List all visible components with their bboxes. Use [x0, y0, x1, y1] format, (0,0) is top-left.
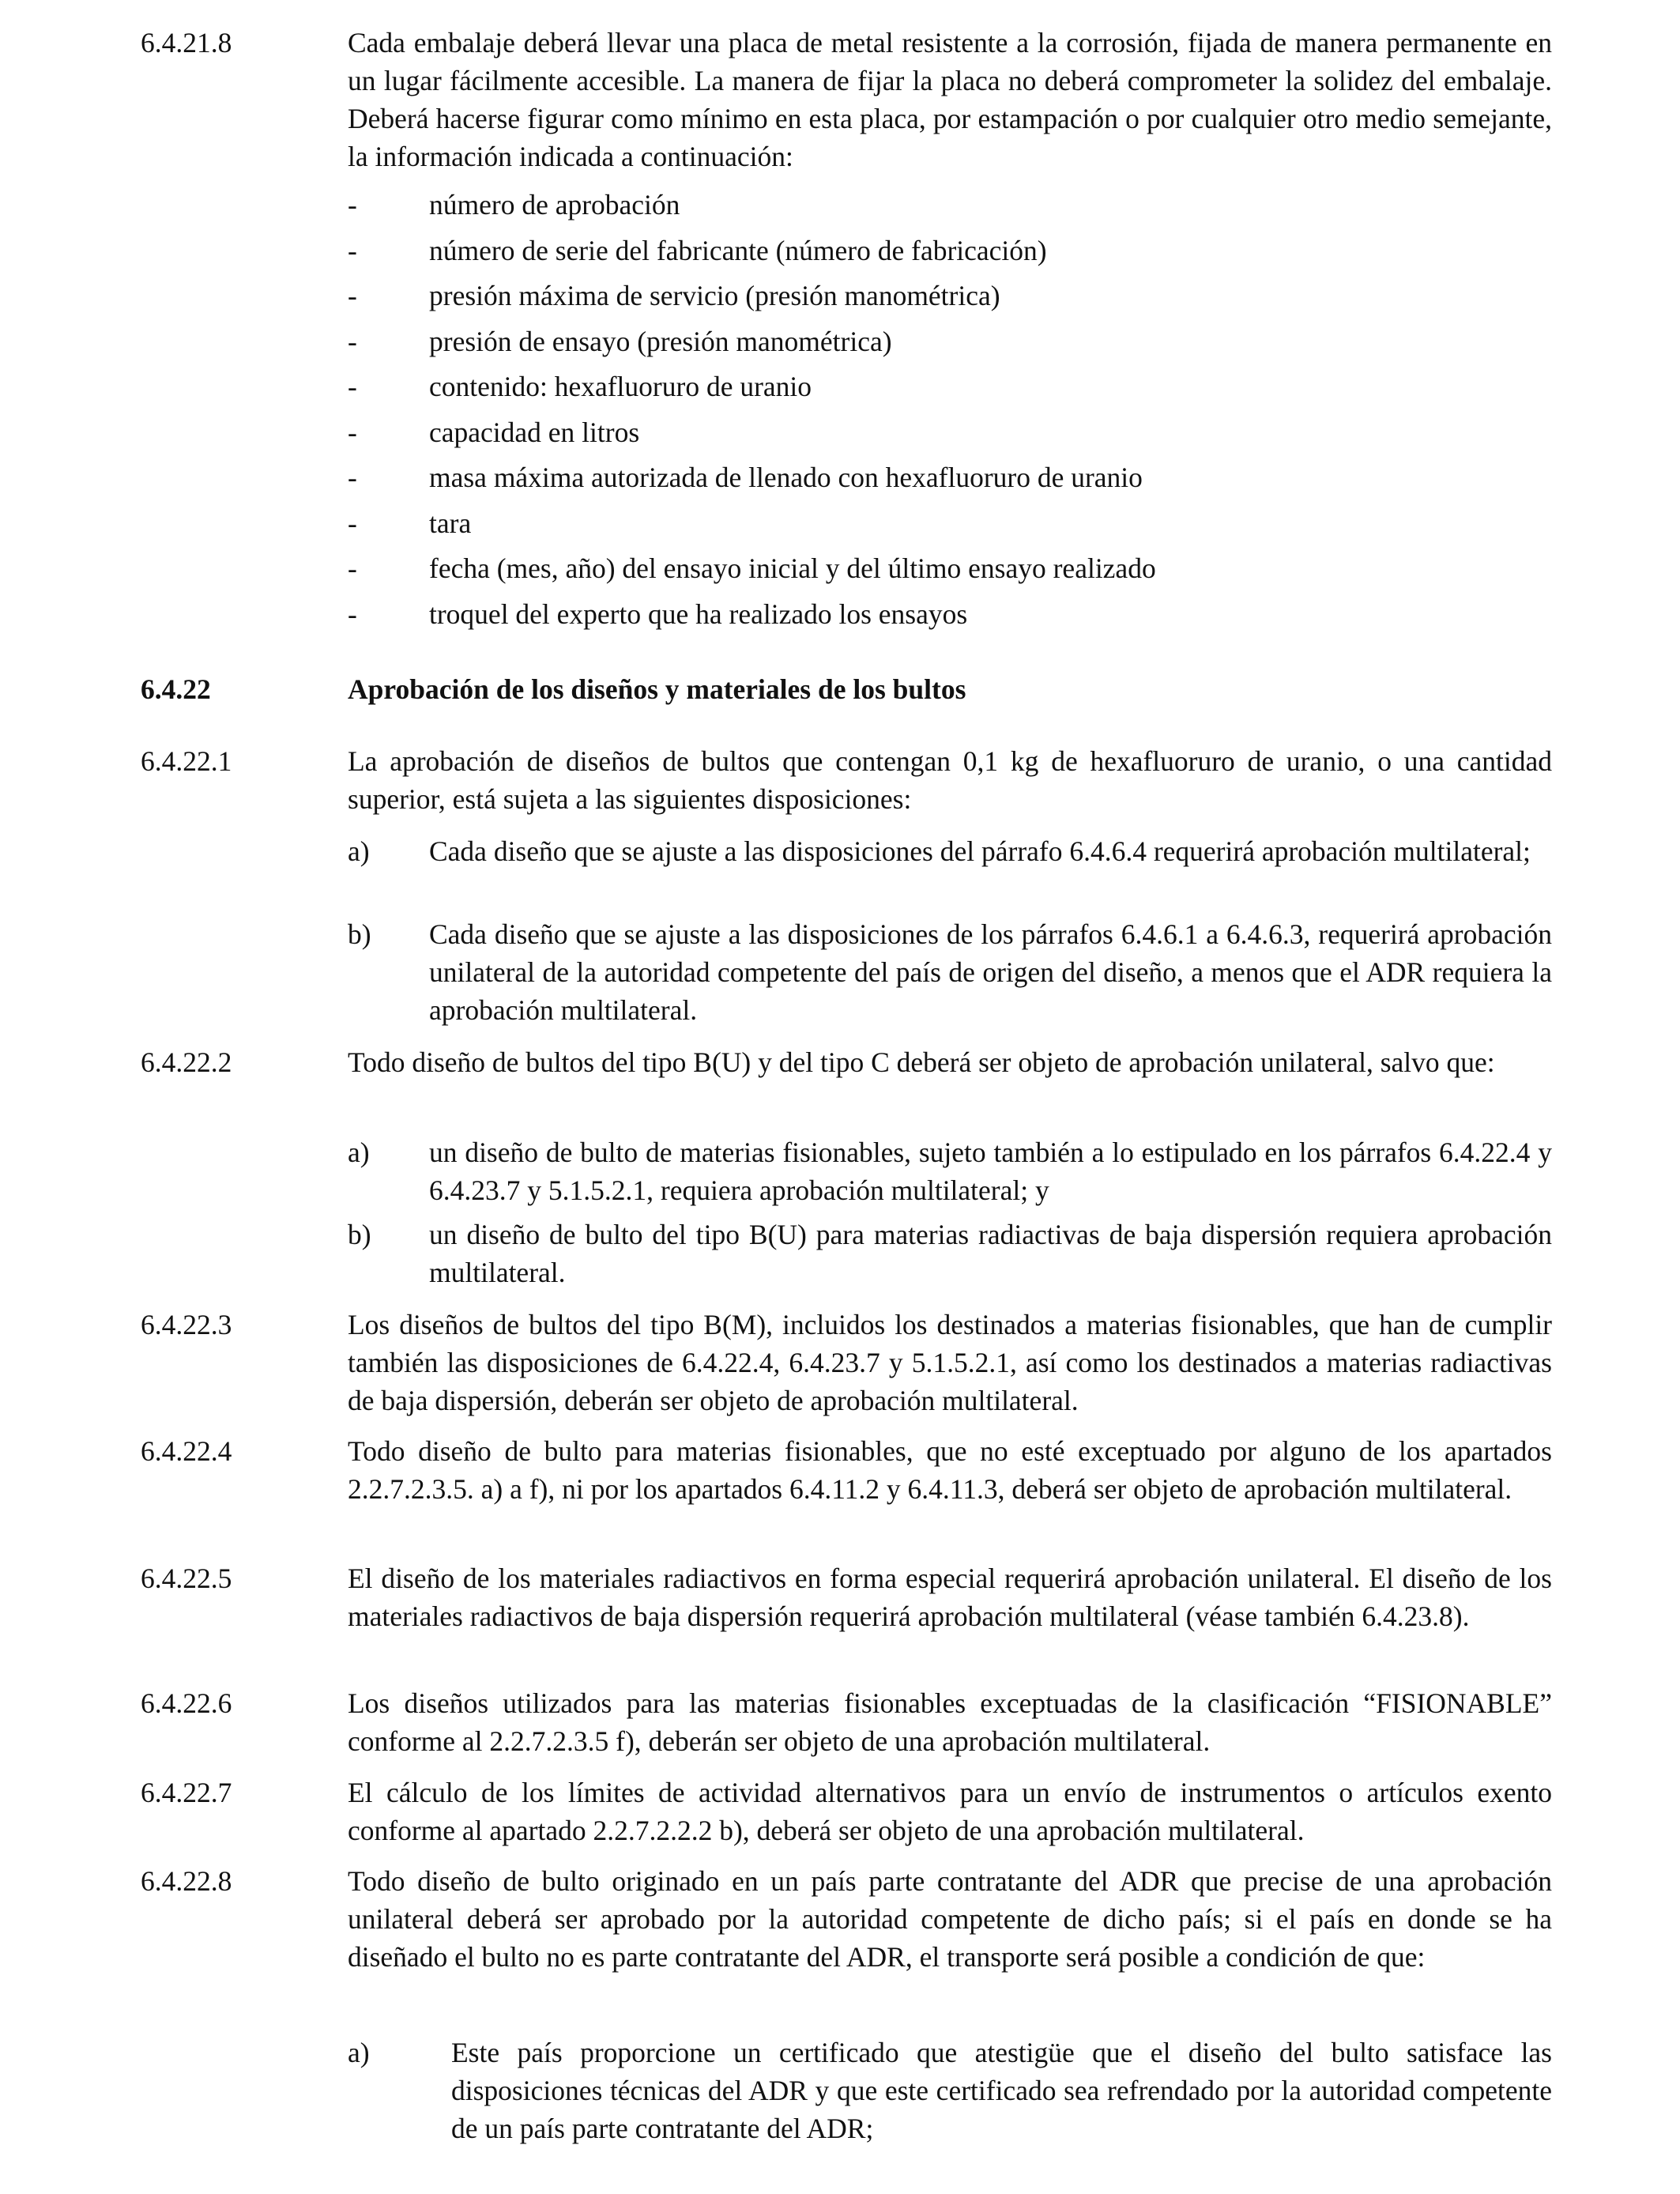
list-item-text: contenido: hexafluoruro de uranio [429, 371, 812, 402]
list-item [348, 277, 1552, 322]
section-text: Los diseños de bultos del tipo B(M), incluidos los destinados a materias fisionables, que han de cumplir también las disposiciones de 6.4.22.4, 6.4.23.7 y 5.1.5.2.1, así como los destinados a materias radiactivas de baja dispersión, deberán ser objeto de aprobación multilateral. [348, 1309, 1552, 1416]
section-number: 6.4.22.7 [141, 1777, 232, 1808]
list-item-text: presión de ensayo (presión manométrica) [429, 325, 892, 357]
list-marker: - [348, 462, 357, 493]
section-number: 6.4.22.1 [141, 745, 232, 777]
section-text: Todo diseño de bulto originado en un país parte contratante del ADR que precise de una aprobación unilateral deberá ser aprobado por la autoridad competente de dicho país; si el país en donde se ha diseñado el bulto no es parte contratante del ADR, el transporte será posible a condición de que: [348, 1865, 1552, 1973]
list-marker: - [348, 416, 357, 448]
list-item [348, 186, 1552, 232]
list-item-text: tara [429, 507, 472, 539]
section-number: 6.4.22 [141, 673, 211, 705]
section-text: Todo diseño de bulto para materias fisionables, que no esté exceptuado por alguno de los apartados 2.2.7.2.3.5. a) a f), ni por los apartados 6.4.11.2 y 6.4.11.3, deberá ser objeto de aprobación multilateral. [348, 1435, 1552, 1505]
section-text: El cálculo de los límites de actividad alternativos para un envío de instrumentos o artículos exento conforme al apartado 2.2.7.2.2.2 b), deberá ser objeto de una aprobación multilateral. [348, 1777, 1552, 1846]
list-item [348, 322, 1552, 368]
section-number: 6.4.22.2 [141, 1046, 232, 1078]
list-item-text: número de serie del fabricante (número de fabricación) [429, 234, 1047, 266]
section-number: 6.4.21.8 [141, 27, 232, 58]
list-item [348, 413, 1552, 459]
section-text: La aprobación de diseños de bultos que contengan 0,1 kg de hexafluoruro de uranio, o una cantidad superior, está sujeta a las siguientes disposiciones: [348, 745, 1552, 815]
sub-item-marker: b) [348, 1219, 371, 1250]
list-marker: - [348, 325, 357, 357]
list-item-text: presión máxima de servicio (presión manométrica) [429, 280, 1000, 311]
list-marker: - [348, 371, 357, 402]
section-number: 6.4.22.6 [141, 1687, 232, 1719]
list-item-text: fecha (mes, año) del ensayo inicial y del último ensayo realizado [429, 552, 1156, 584]
section-title: Aprobación de los diseños y materiales de los bultos [348, 673, 966, 705]
section-number: 6.4.22.5 [141, 1563, 232, 1594]
list-item [348, 595, 1552, 641]
list-marker: - [348, 234, 357, 266]
list-marker: - [348, 552, 357, 584]
list-item-text: capacidad en litros [429, 416, 640, 448]
list-item [348, 232, 1552, 277]
list-marker: - [348, 507, 357, 539]
marking-info-list [348, 186, 1552, 640]
section-text: Todo diseño de bultos del tipo B(U) y del tipo C deberá ser objeto de aprobación unilateral, salvo que: [348, 1046, 1495, 1078]
sub-item-text: un diseño de bulto del tipo B(U) para materias radiactivas de baja dispersión requiera aprobación multilateral. [429, 1219, 1552, 1288]
sub-item-text: un diseño de bulto de materias fisionables, sujeto también a lo estipulado en los párrafos 6.4.22.4 y 6.4.23.7 y 5.1.5.2.1, requiera aprobación multilateral; y [429, 1137, 1552, 1206]
sub-item-marker: b) [348, 918, 371, 950]
section-text: Los diseños utilizados para las materias fisionables exceptuadas de la clasificación “FISIONABLE” conforme al 2.2.7.2.3.5 f), deberán ser objeto de una aprobación multilateral. [348, 1687, 1552, 1757]
sub-item-marker: a) [348, 1137, 370, 1168]
section-text: El diseño de los materiales radiactivos en forma especial requerirá aprobación unilateral. El diseño de los materiales radiactivos de baja dispersión requerirá aprobación multilateral (véase también 6.4.23.8). [348, 1563, 1552, 1632]
sub-item-text: Cada diseño que se ajuste a las disposiciones de los párrafos 6.4.6.1 a 6.4.6.3, requerirá aprobación unilateral de la autoridad competente del país de origen del diseño, a menos que el ADR requiera la aprobación multilateral. [429, 918, 1552, 1026]
list-marker: - [348, 189, 357, 221]
section-number: 6.4.22.3 [141, 1309, 232, 1340]
list-item [348, 504, 1552, 550]
section-text: Cada embalaje deberá llevar una placa de metal resistente a la corrosión, fijada de manera permanente en un lugar fácilmente accesible. La manera de fijar la placa no deberá comprometer la solidez del embalaje. Deberá hacerse figurar como mínimo en esta placa, por estampación o por cualquier otro medio semejante, la información indicada a continuación: [348, 27, 1552, 172]
list-marker: - [348, 280, 357, 311]
list-item [348, 549, 1552, 595]
sub-item-marker: a) [348, 2037, 370, 2068]
list-marker: - [348, 598, 357, 630]
sub-item-marker: a) [348, 835, 370, 867]
list-item-text: masa máxima autorizada de llenado con hexafluoruro de uranio [429, 462, 1143, 493]
list-item [348, 368, 1552, 413]
section-number: 6.4.22.8 [141, 1865, 232, 1897]
list-item [348, 458, 1552, 504]
sub-item-text: Cada diseño que se ajuste a las disposiciones del párrafo 6.4.6.4 requerirá aprobación multilateral; [429, 835, 1531, 867]
sub-item-text: Este país proporcione un certificado que atestigüe que el diseño del bulto satisface las disposiciones técnicas del ADR y que este certificado sea refrendado por la autoridad competente de un país parte contratante del ADR; [451, 2037, 1552, 2144]
list-item-text: troquel del experto que ha realizado los ensayos [429, 598, 968, 630]
section-number: 6.4.22.4 [141, 1435, 232, 1467]
list-item-text: número de aprobación [429, 189, 680, 221]
